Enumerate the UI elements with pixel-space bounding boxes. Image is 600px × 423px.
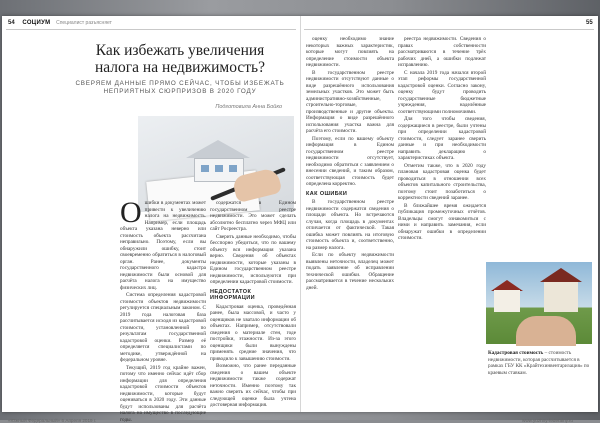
caption-text: – стоимость недвижимости, которая рассчитывается в рамках ГБУ КК «Крайтехинвентаризация» по краевым ставкам. — [488, 350, 589, 376]
right-page-number: 55 — [586, 20, 593, 26]
left-header-rule — [6, 29, 296, 30]
right-column-1 — [306, 36, 394, 412]
photo-caption — [488, 350, 592, 376]
article-title: Как избежать увеличения налога на недвижимость? — [80, 42, 280, 76]
paragraph: В государственном реестре недвижимости отсутствуют данные о виде разрешённого использования земельных участков. Это может быть административно-хозяйственные, строительно-торговые, производственные и другие объекты. Информация о виде разрешённого использования участка важна для расчёта его стоимости. — [306, 70, 394, 135]
paragraph: оценку необходимо знание некоторых важных характеристик, которые могут повлиять на определение стоимости объекта недвижимости. — [306, 36, 394, 69]
left-column-2 — [210, 200, 296, 412]
article-byline: Подготовила Анна Бойко — [172, 104, 282, 110]
drop-cap: О — [120, 201, 142, 225]
subheading: КАК ОШИБКИ — [306, 191, 394, 198]
subheading: НЕДОСТАТОК ИНФОРМАЦИИ — [210, 289, 296, 302]
paragraph: Отметим также, что в 2020 году плановая кадастровая оценка будет проводиться в отношении всех объектов капитального строительства, поэтому стоит позаботиться о корректности сведений заранее. — [398, 163, 486, 202]
house-documents-photo — [138, 116, 294, 212]
right-header — [586, 18, 593, 28]
section-name: СОЦИУМ — [22, 20, 50, 26]
right-column-2 — [398, 36, 486, 412]
right-header-rule — [304, 29, 594, 30]
paragraph: В ближайшее время ожидается публикация промежуточных отчётов. Владельцы смогут ознакомиться с ними и направить замечания, если обнаружат ошибки в определении стоимости. — [398, 203, 486, 242]
houses-in-hand-photo — [486, 262, 592, 344]
paragraph: Текущий, 2019 год крайне важен, потому что именно сейчас идёт сбор информации для определения кадастровой стоимости объектов недвижимости, которые будут оцениваться в 2020 году. Эти данные будут использованы для расчёта налога на имущество в последующие годы. — [120, 365, 206, 423]
paragraph: содержатся в Едином государственном реестре недвижимости. Это может сделать абсолютно бесплатно через МФЦ или сайт Росреестра. — [210, 200, 296, 233]
page-fold — [300, 16, 301, 412]
article-subtitle: СВЕРЯЕМ ДАННЫЕ ПРЯМО СЕЙЧАС, ЧТОБЫ ИЗБЕЖАТЬ НЕПРИЯТНЫХ СЮРПРИЗОВ В 2020 ГОДУ — [72, 80, 288, 96]
right-footer: www.yuzhny-federalny.ru — [522, 418, 573, 423]
paragraph: В государственном реестре недвижимости содержатся сведения о площади объекта. Но встречаются случаи, когда площадь в документах отличается от фактической. Такая ошибка может повлиять на итоговую стоимость объекта и, соответственно, на размер налога. — [306, 199, 394, 251]
paragraph: Для того чтобы сведения, содержащиеся в реестре, были учтены при определении кадастровой стоимости, следует заранее сверить данные и при необходимости направить декларацию о характеристиках объекта. — [398, 116, 486, 162]
paragraph: С начала 2019 года начался второй этап реформы государственной кадастровой оценки. Согласно закону, оценку будут проводить государственные бюджетные учреждения, наделённые соответствующими полномочиями. — [398, 70, 486, 116]
paragraph: Ошибки в документах может привести к увеличению налога на недвижимость. Например, если площадь объекта указана неверно или стоимость объекта рассчитана неправильно. Поэтому, если вы обнаружили ошибку, стоит своевременно обратиться в налоговый орган. Ранее, документы государственного кадастра недвижимости были основой для расчёта налога на имущество физических лиц. — [120, 200, 206, 291]
left-header — [8, 18, 112, 28]
left-page-number: 54 — [8, 20, 15, 26]
paragraph: Сверить данные необходимо, чтобы бесспорно убедиться, что по вашему объекту вся информация указана верно. Сведения об объектах недвижимости, которые указаны в Едином государственном реестре недвижимости, используются при определении кадастровой стоимости. — [210, 234, 296, 286]
paragraph: Система определения кадастровой стоимости объектов недвижимости регулируется специальным законом. С 2019 года налоговая база рассчитывается исходя из кадастровой стоимости, установленной по результатам государственной кадастровой оценки. Размер её определяется специалистами по методике, утверждённой на федеральном уровне. — [120, 292, 206, 364]
paragraph: реестра недвижимости. Сведения о правах собственности рассматриваются в течение трёх рабочих дней, а ошибки подлежат исправлению. — [398, 36, 486, 69]
left-column-1 — [120, 200, 206, 412]
rubric-name: Специалист разъясняет — [56, 20, 112, 26]
paragraph: Поэтому, если по вашему объекту информация в Едином государственном реестре недвижимости отсутствует, необходимо обратиться с заявлением о внесении сведений, и таким образом, соответствующая стоимость будет определена корректно. — [306, 136, 394, 188]
caption-term: Кадастровая стоимость — [488, 350, 543, 356]
paragraph: Возможно, что ранее переданные сведения о вашем объекте недвижимости также содержат неточности. Именно поэтому так важно сверить их сейчас, чтобы при следующей оценке была учтена достоверная информация. — [210, 363, 296, 409]
house-model-illustration — [190, 140, 246, 180]
paragraph: Если по объекту недвижимости выявлены неточности, владелец может подать заявление об исправлении технической ошибки. Обращение рассматривается в течение нескольких дней. — [306, 252, 394, 291]
left-footer: «Южный Федеральный» 6 Апреля 2019 г. — [8, 418, 96, 423]
magazine-spread — [2, 16, 598, 412]
paragraph: Кадастровая оценка, проведённая ранее, была массовой, и часто у оценщиков не хватало информации об объектах. Например, отсутствовали сведения о материале стен, годе постройки, этажности. Из-за этого оценщики были вынуждены применять средние значения, что приводило к завышению стоимости. — [210, 304, 296, 363]
